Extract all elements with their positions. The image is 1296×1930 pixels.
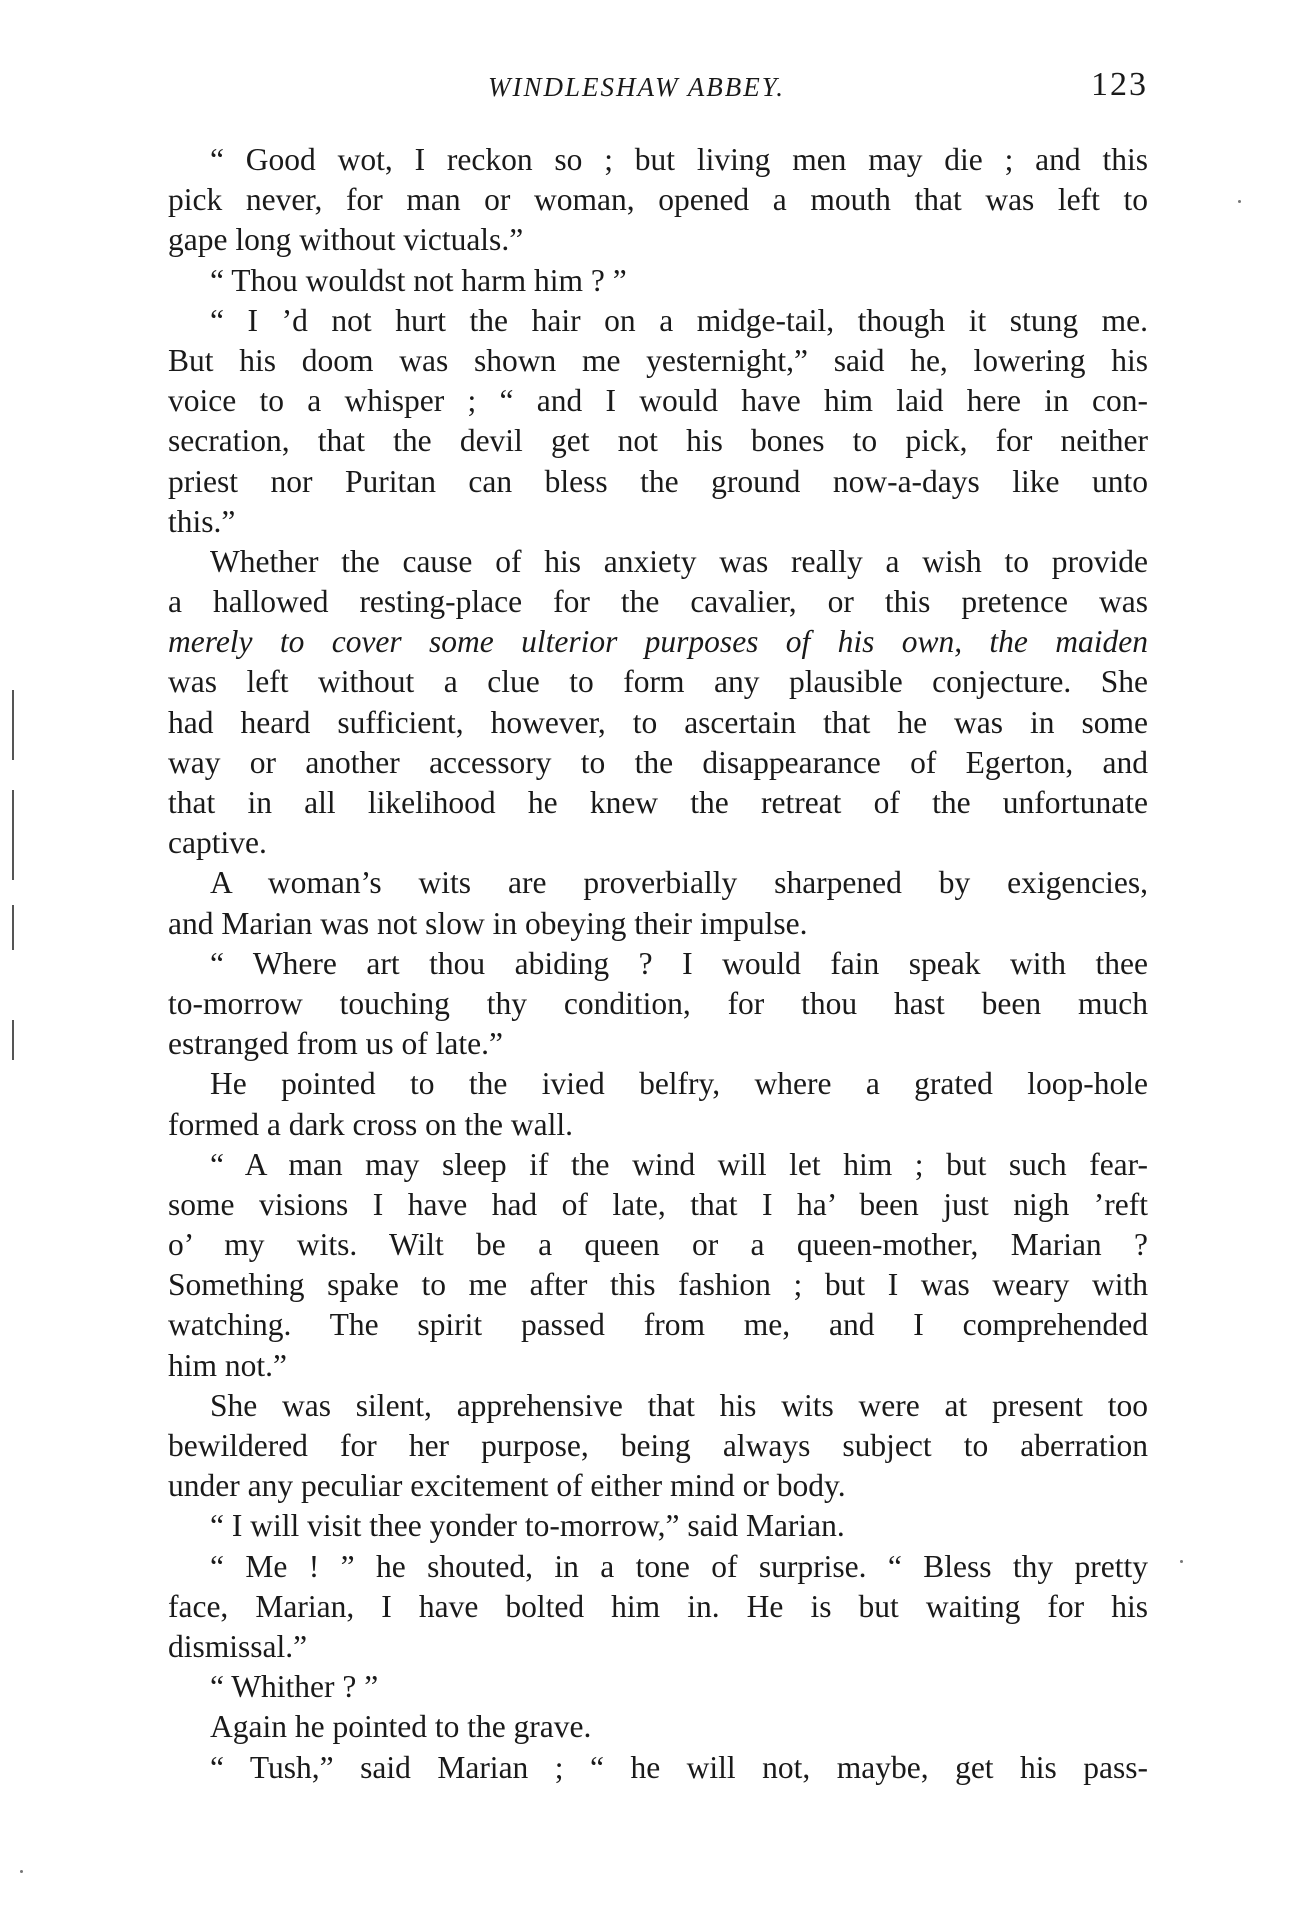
text-line: “ Good wot, I reckon so ; but living men may die ; and this — [210, 142, 1148, 177]
text-line: Again he pointed to the grave. — [210, 1709, 592, 1745]
text-line: Whether the cause of his anxiety was really a wish to provide — [210, 543, 1148, 579]
text-line: face, Marian, I have bolted him in. He is but waiting for his — [168, 1588, 1148, 1624]
text-line: dismissal.” — [168, 1628, 308, 1664]
text-line: some visions I have had of late, that I ha’ been just nigh ’reft — [168, 1186, 1148, 1222]
text-line: to-morrow touching thy condition, for thou hast been much — [168, 985, 1148, 1021]
text-line: him not.” — [168, 1347, 287, 1383]
text-line: “ A man may sleep if the wind will let him ; but such fear- — [210, 1146, 1148, 1182]
text-line: this.” — [168, 503, 236, 539]
text-line: had heard sufficient, however, to ascertain that he was in some — [168, 704, 1148, 740]
text-line: She was silent, apprehensive that his wits were at present too — [210, 1387, 1148, 1423]
scan-speck — [1238, 200, 1241, 203]
text-line: watching. The spirit passed from me, and I comprehended — [168, 1307, 1148, 1343]
text-line: secration, that the devil get not his bones to pick, for neither — [168, 423, 1148, 459]
text-line: pick never, for man or woman, opened a mouth that was left to — [168, 182, 1148, 218]
text-line: a hallowed resting-place for the cavalier, or this pretence was — [168, 584, 1148, 620]
text-line: that in all likelihood he knew the retreat of the unfortunate — [168, 785, 1148, 820]
text-line: bewildered for her purpose, being always subject to aberration — [168, 1428, 1148, 1463]
text-line: Something spake to me after this fashion ; but I was weary with — [168, 1267, 1148, 1303]
text-line: and Marian was not slow in obeying their impulse. — [168, 905, 808, 941]
text-line: merely to cover some ulterior purposes of his own, the maiden — [168, 624, 1148, 660]
text-line: formed a dark cross on the wall. — [168, 1106, 573, 1142]
margin-mark — [12, 790, 14, 880]
text-line: “ Whither ? ” — [210, 1669, 379, 1705]
margin-mark — [12, 690, 14, 760]
margin-mark — [12, 1020, 14, 1060]
text-line: priest nor Puritan can bless the ground now-a-days like unto — [168, 463, 1148, 499]
page-number: 123 — [1091, 66, 1148, 103]
text-line: was left without a clue to form any plausible conjecture. She — [168, 664, 1148, 700]
text-line: way or another accessory to the disappearance of Egerton, and — [168, 744, 1148, 780]
text-line: “ I ’d not hurt the hair on a midge-tail, though it stung me. — [210, 302, 1148, 338]
text-line: estranged from us of late.” — [168, 1026, 503, 1062]
text-line: “ Me ! ” he shouted, in a tone of surprise. “ Bless thy pretty — [210, 1548, 1148, 1584]
body-text — [168, 140, 1148, 1788]
margin-mark — [12, 905, 14, 950]
text-line: voice to a whisper ; “ and I would have him laid here in con- — [168, 383, 1148, 419]
text-line: “ Thou wouldst not harm him ? ” — [210, 262, 627, 298]
text-line: under any peculiar excitement of either mind or body. — [168, 1468, 846, 1504]
scan-speck — [20, 1870, 23, 1873]
text-line: A woman’s wits are proverbially sharpened by exigencies, — [210, 865, 1148, 901]
text-line: captive. — [168, 825, 267, 861]
scan-speck — [1180, 1560, 1183, 1563]
text-line: He pointed to the ivied belfry, where a grated loop-hole — [210, 1066, 1148, 1102]
text-line: gape long without victuals.” — [168, 222, 524, 258]
page-header — [168, 64, 1148, 114]
text-line: “ Where art thou abiding ? I would fain speak with thee — [210, 945, 1148, 981]
text-line: o’ my wits. Wilt be a queen or a queen-mother, Marian ? — [168, 1227, 1148, 1263]
running-title: WINDLESHAW ABBEY. — [488, 72, 785, 102]
text-line: But his doom was shown me yesternight,” said he, lowering his — [168, 342, 1148, 378]
text-line: “ Tush,” said Marian ; “ he will not, maybe, get his pass- — [210, 1749, 1148, 1785]
text-line: “ I will visit thee yonder to-morrow,” said Marian. — [210, 1508, 845, 1544]
